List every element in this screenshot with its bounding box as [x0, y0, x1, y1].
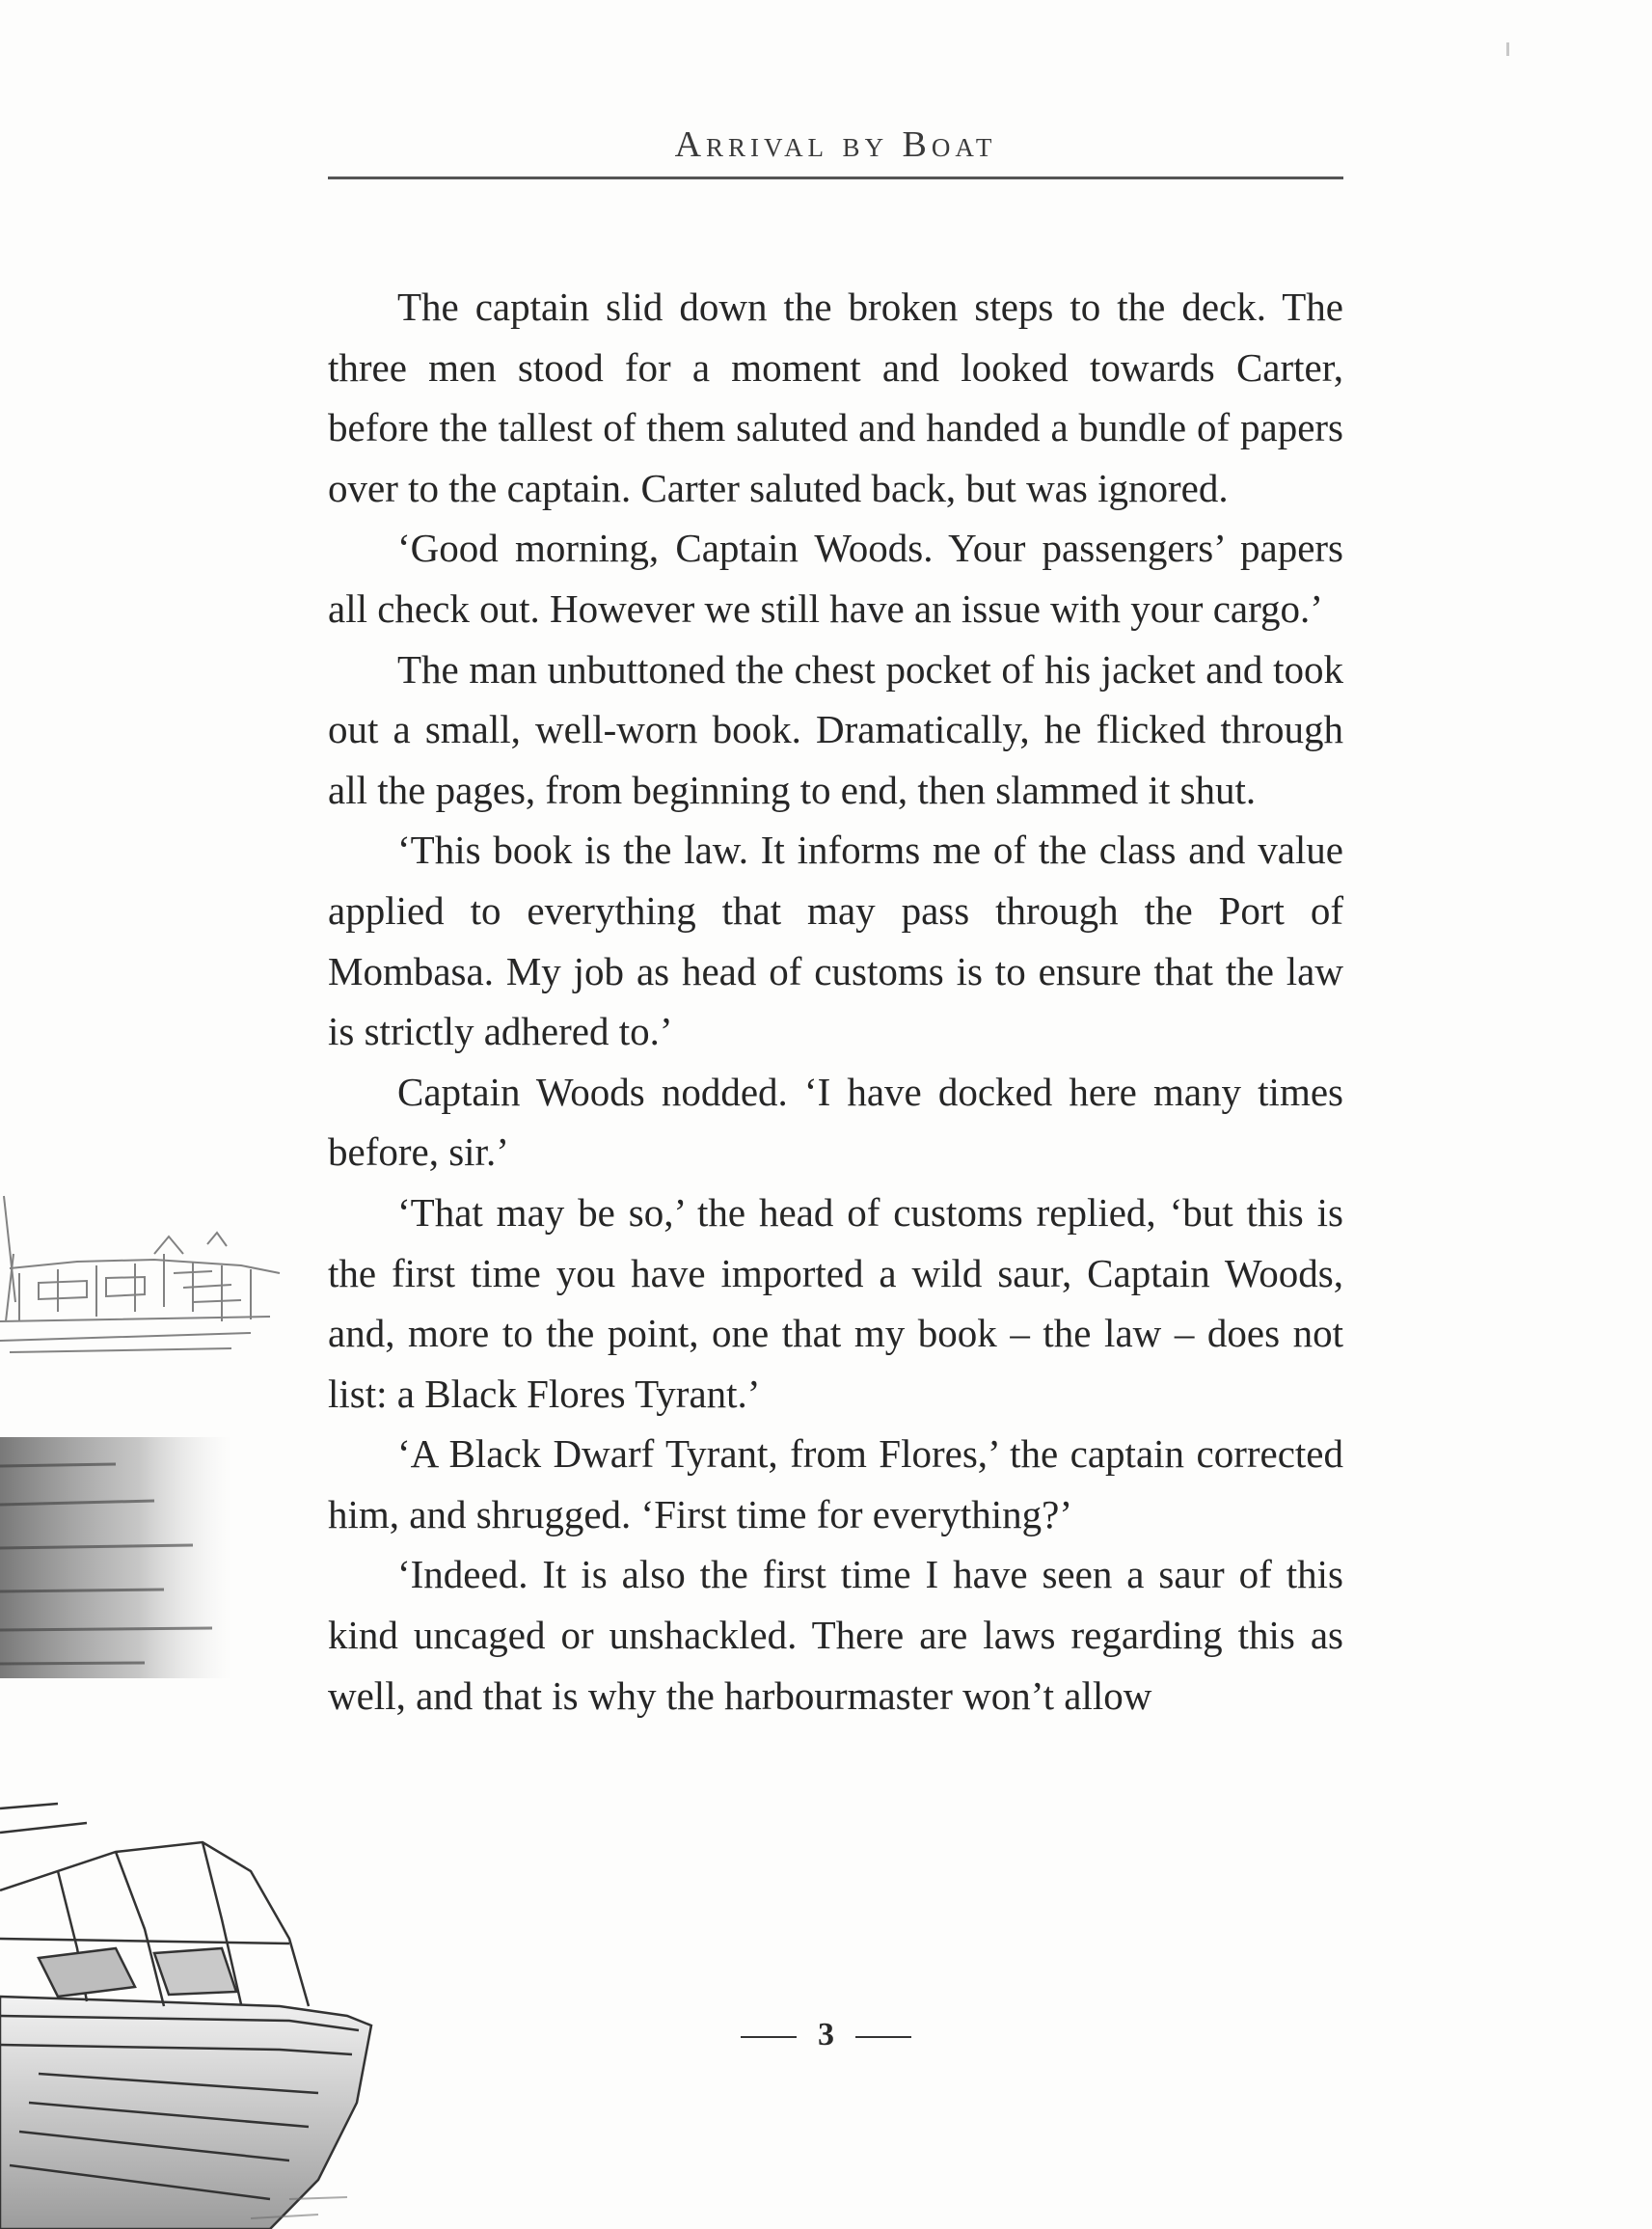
- page-speck: [1506, 42, 1509, 56]
- paragraph: ‘Good morning, Captain Woods. Your passengers’ papers all check out. However we still have an issue with your cargo.’: [328, 526, 1343, 631]
- paragraph: ‘A Black Dwarf Tyrant, from Flores,’ the captain corrected him, and shrugged. ‘First time for everything?’: [328, 1431, 1343, 1536]
- paragraph: ‘That may be so,’ the head of customs replied, ‘but this is the first time you have imported a wild saur, Captain Woods, and, more to the point, one that my book – the law – does not list: a Black Flores Tyrant.’: [328, 1189, 1343, 1416]
- running-head: Arrival by Boat: [674, 124, 997, 165]
- paragraph: Captain Woods nodded. ‘I have docked here many times before, sir.’: [328, 1069, 1343, 1175]
- paragraph: The man unbuttoned the chest pocket of his jacket and took out a small, well-worn book. Dramatically, he flicked through all the pages, from beginning to end, then slammed it shut.: [328, 646, 1343, 812]
- header-rule: [328, 177, 1343, 179]
- page-body: [328, 277, 1343, 1726]
- harbour-boat-sketch-icon: [0, 1177, 405, 2229]
- page-number: 3: [818, 2017, 834, 2052]
- paragraph: ‘This book is the law. It informs me of the class and value applied to everything that may pass through the Port of Mombasa. My job as head of customs is to ensure that the law is strictly adhered to.’: [328, 828, 1343, 1054]
- folio-dash-left: [741, 2036, 797, 2038]
- page-number-footer: [0, 2017, 1652, 2053]
- folio-dash-right: [855, 2036, 911, 2038]
- paragraph: ‘Indeed. It is also the first time I have seen a saur of this kind uncaged or unshackled. There are laws regarding this as well, and that is why the harbourmaster won’t allow: [328, 1552, 1343, 1718]
- paragraph: The captain slid down the broken steps to the deck. The three men stood for a moment and looked towards Carter, before the tallest of them saluted and handed a bundle of papers over to the captain. Carter saluted back, but was ignored.: [328, 285, 1343, 510]
